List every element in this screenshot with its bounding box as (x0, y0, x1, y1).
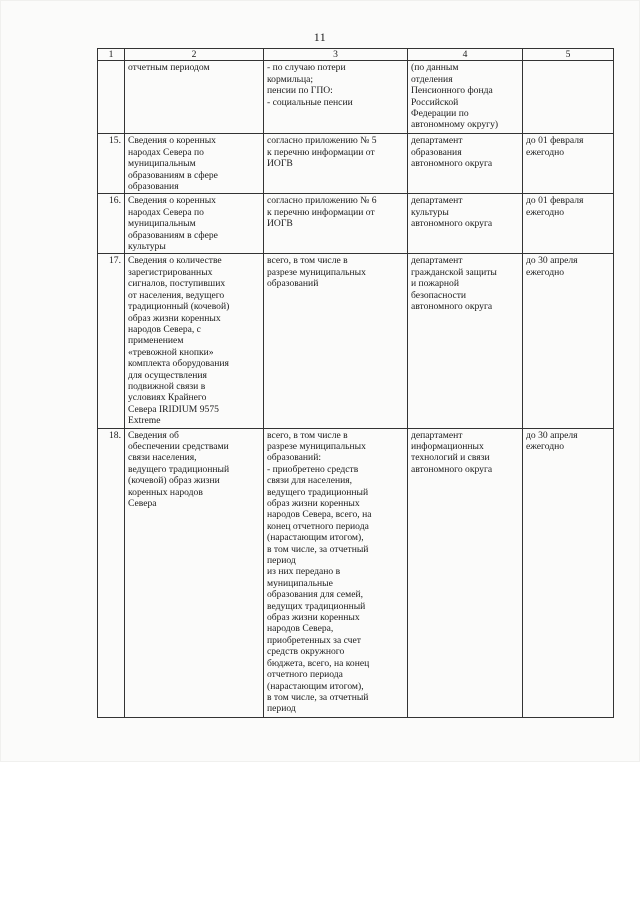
cell-line: Севера (128, 498, 157, 509)
cell-line: ежегодно (526, 206, 565, 218)
cell-line: до 01 февраля (526, 195, 584, 207)
cell-line: образованиям в сфере (128, 229, 218, 241)
table-row (98, 194, 614, 254)
cell-line: разрезе муниципальных (267, 266, 366, 278)
cell-name (125, 134, 264, 194)
cell-line: Сведения о коренных (128, 195, 216, 207)
cell-line: - приобретено средств (267, 463, 359, 475)
cell-line: подвижной связи в (128, 380, 206, 392)
page-number: 11 (313, 30, 327, 44)
cell-line: ежегодно (526, 440, 565, 452)
cell-line: - социальные пенсии (267, 96, 353, 108)
cell-line: отчетного периода (267, 669, 343, 681)
cell-line: народов Севера, всего, на (267, 509, 372, 521)
cell-line: (по данным (411, 62, 459, 74)
cell-line: к перечню информации от (267, 206, 375, 218)
column-header: 4 (408, 49, 523, 61)
cell-line: ведущего традиционный (267, 486, 369, 498)
cell-source (408, 194, 523, 254)
table-header-row (98, 49, 614, 61)
row-number: 16. (98, 194, 125, 254)
cell-line: (нарастающим итогом), (267, 532, 364, 544)
cell-line: конец отчетного периода (267, 520, 369, 532)
cell-line: применением (128, 335, 184, 347)
row-number (98, 61, 125, 134)
cell-line: департамент (411, 429, 463, 441)
table-row (98, 61, 614, 134)
cell-line: в том числе, за отчетный (267, 691, 369, 703)
cell-line: муниципальным (128, 218, 196, 230)
cell-deadline (523, 61, 614, 134)
cell-name (125, 194, 264, 254)
cell-line: из них передано в (267, 566, 341, 578)
cell-line: (нарастающим итогом), (267, 680, 364, 692)
cell-source (408, 428, 523, 717)
row-number: 17. (98, 254, 125, 428)
cell-line: муниципальным (128, 158, 196, 170)
column-header: 5 (523, 49, 614, 61)
cell-line: кормильца; (267, 73, 314, 85)
cell-line: ежегодно (526, 146, 565, 158)
cell-line: ведущих традиционный (267, 600, 366, 612)
cell-line: до 30 апреля (526, 429, 578, 441)
cell-line: ежегодно (526, 266, 565, 278)
cell-deadline (523, 254, 614, 428)
cell-line: комплекта оборудования (128, 358, 229, 370)
cell-line: ведущего традиционный (128, 463, 230, 475)
cell-line: образ жизни коренных (267, 498, 360, 509)
cell-line: - по случаю потери (267, 62, 346, 74)
cell-line: до 30 апреля (526, 255, 578, 267)
table-row (98, 254, 614, 428)
cell-line: образованиям в сфере (128, 169, 218, 181)
column-header: 2 (125, 49, 264, 61)
cell-line: образования (411, 146, 462, 158)
cell-line: Сведения об (128, 429, 179, 441)
cell-line: «тревожной кнопки» (128, 346, 214, 358)
cell-line: образ жизни коренных (128, 312, 221, 324)
cell-line: образования для семей, (267, 589, 363, 601)
cell-line: период (267, 703, 296, 715)
cell-name (125, 61, 264, 134)
cell-line: Сведения о количестве (128, 255, 222, 267)
data-table (97, 48, 614, 718)
cell-line: автономного округа (411, 463, 493, 475)
cell-line: образ жизни коренных (267, 612, 360, 624)
cell-line: согласно приложению № 6 (267, 195, 377, 207)
row-number: 18. (98, 428, 125, 717)
cell-line: автономного округа (411, 218, 493, 230)
cell-line: культуры (128, 241, 166, 253)
cell-line: (кочевой) образ жизни (128, 475, 220, 487)
cell-line: условиях Крайнего (128, 392, 207, 404)
cell-line: Сведения о коренных (128, 135, 216, 147)
cell-line: народах Севера по (128, 146, 204, 158)
cell-line: приобретенных за счет (267, 634, 361, 646)
cell-line: технологий и связи (411, 452, 490, 464)
cell-name (125, 254, 264, 428)
cell-source (408, 61, 523, 134)
cell-line: муниципальные (267, 577, 333, 589)
cell-line: традиционный (кочевой) (128, 301, 230, 313)
cell-line: народов Севера, с (128, 323, 201, 335)
cell-line: Севера IRIDIUM 9575 (128, 403, 219, 415)
cell-line: автономному округу) (411, 119, 499, 131)
cell-line: отчетным периодом (128, 62, 210, 74)
cell-line: образований (267, 278, 319, 290)
cell-deadline (523, 134, 614, 194)
cell-content (264, 194, 408, 254)
cell-content (264, 134, 408, 194)
cell-line: автономного округа (411, 158, 493, 170)
cell-line: ИОГВ (267, 158, 293, 170)
cell-line: согласно приложению № 5 (267, 135, 377, 147)
cell-line: образования (128, 181, 179, 193)
cell-line: безопасности (411, 289, 467, 301)
cell-deadline (523, 428, 614, 717)
cell-line: Федерации по (411, 108, 469, 120)
cell-line: департамент (411, 255, 463, 267)
cell-line: до 01 февраля (526, 135, 584, 147)
cell-line: всего, в том числе в (267, 255, 348, 267)
cell-line: народах Севера по (128, 206, 204, 218)
cell-line: автономного округа (411, 301, 493, 313)
cell-line: всего, в том числе в (267, 429, 348, 441)
cell-line: средств окружного (267, 646, 345, 658)
cell-line: информационных (411, 440, 484, 452)
cell-line: и пожарной (411, 278, 459, 290)
cell-line: Российской (411, 96, 459, 108)
cell-line: народов Севера, (267, 623, 334, 635)
cell-line: разрезе муниципальных (267, 440, 366, 452)
cell-line: к перечню информации от (267, 146, 375, 158)
cell-content (264, 254, 408, 428)
cell-name (125, 428, 264, 717)
cell-line: в том числе, за отчетный (267, 543, 369, 555)
cell-content (264, 61, 408, 134)
cell-deadline (523, 194, 614, 254)
table-row (98, 134, 614, 194)
cell-line: зарегистрированных (128, 266, 213, 278)
cell-source (408, 134, 523, 194)
cell-line: пенсии по ГПО: (267, 85, 333, 97)
table-row (98, 428, 614, 717)
cell-line: связи для населения, (267, 475, 353, 487)
column-header: 1 (98, 49, 125, 61)
column-header: 3 (264, 49, 408, 61)
cell-content (264, 428, 408, 717)
cell-line: бюджета, всего, на конец (267, 657, 370, 669)
cell-line: коренных народов (128, 486, 203, 498)
row-number: 15. (98, 134, 125, 194)
cell-line: департамент (411, 135, 463, 147)
cell-line: гражданской защиты (411, 266, 497, 278)
cell-line: культуры (411, 206, 449, 218)
cell-line: для осуществления (128, 369, 207, 381)
cell-line: Extreme (128, 415, 161, 427)
cell-line: обеспечении средствами (128, 440, 229, 452)
cell-line: связи населения, (128, 452, 197, 464)
cell-line: период (267, 555, 296, 567)
cell-source (408, 254, 523, 428)
cell-line: от населения, ведущего (128, 289, 225, 301)
cell-line: образований: (267, 452, 321, 464)
cell-line: отделения (411, 73, 453, 85)
cell-line: департамент (411, 195, 463, 207)
cell-line: сигналов, поступивших (128, 278, 226, 290)
cell-line: Пенсионного фонда (411, 85, 493, 97)
cell-line: ИОГВ (267, 218, 293, 230)
